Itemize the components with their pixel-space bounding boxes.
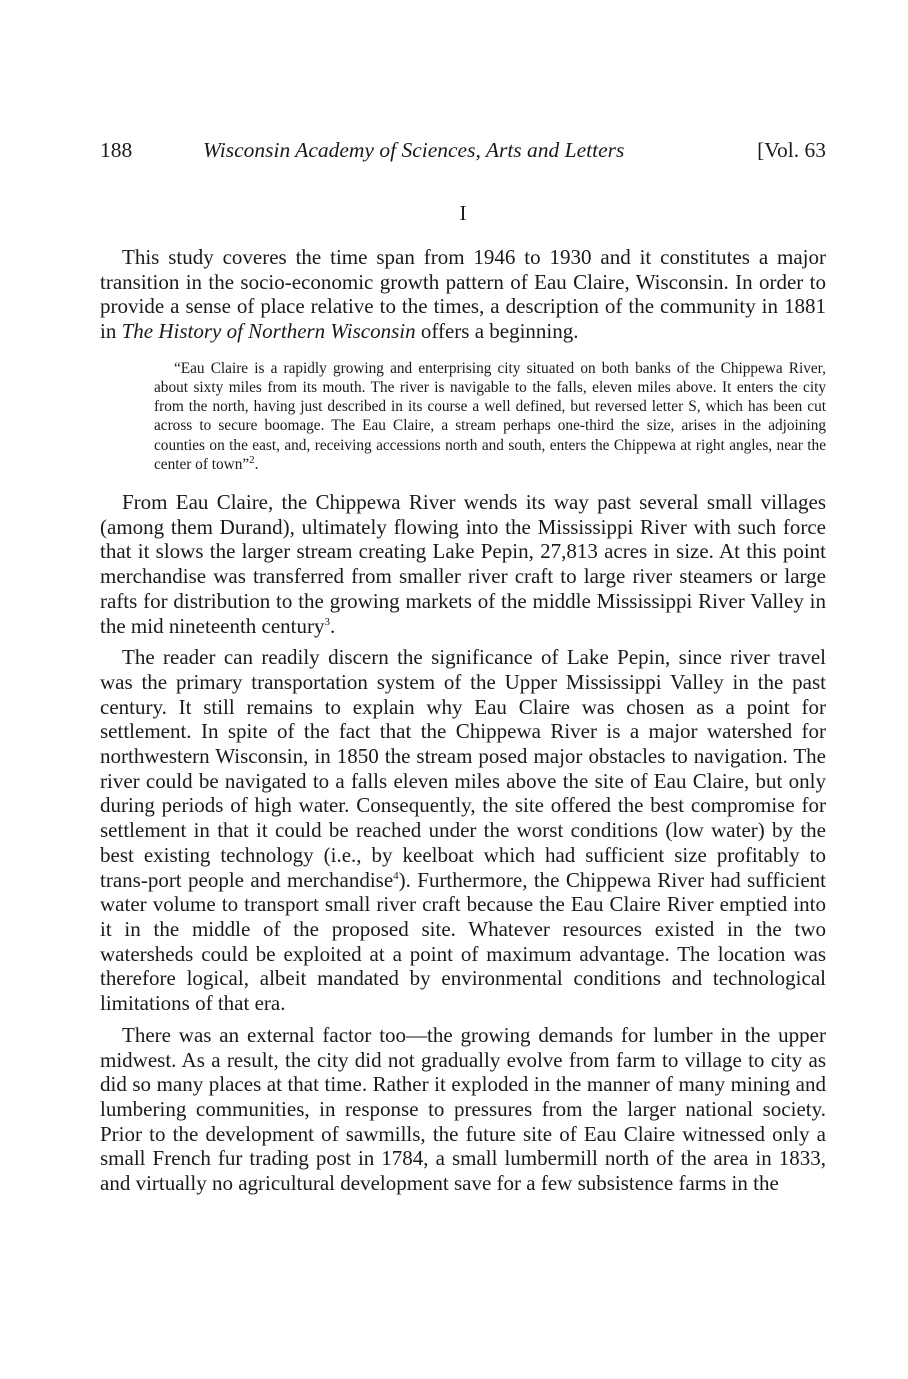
paragraph-chippewa-river [100, 490, 826, 638]
paragraph-chippewa-text: From Eau Claire, the Chippewa River wends its way past several small villages (among them Durand), ultimately flowing into the Mississippi River with such force that it slows the larger stream creating Lake Pepin, 27,813 acres in size. At this point merchandise was transferred from smaller river craft to large river steamers or large rafts for distribution to the growing markets of the middle Mississippi River Valley in the mid nineteenth century [100, 490, 826, 638]
paragraph-external-factor: There was an external factor too—the growing demands for lumber in the upper midwest. As a result, the city did not gradually evolve from farm to village to city as did so many places at that time. Rather it exploded in the manner of many mining and lumbering communities, in response to pressures from the larger national society. Prior to the development of sawmills, the future site of Eau Claire witnessed only a small French fur trading post in 1784, a small lumbermill north of the area in 1833, and virtually no agricultural development save for a few subsistence farms in the [100, 1022, 826, 1196]
page-number: 188 [100, 138, 133, 162]
paragraph-gap [100, 1016, 826, 1023]
paragraph-intro [100, 245, 826, 344]
section-number: I [459, 201, 467, 225]
paragraph-chippewa-end: . [330, 613, 336, 638]
journal-title: Wisconsin Academy of Sciences, Arts and Letters [203, 138, 625, 162]
paragraph-gap [100, 638, 826, 645]
block-quote-end: . [254, 455, 259, 473]
cited-book-title: The History of Northern Wisconsin [121, 319, 416, 344]
paragraph-lake-pepin [100, 645, 826, 1016]
running-head [100, 138, 826, 170]
block-quote-text: “Eau Claire is a rapidly growing and enterprising city situated on both banks of the Chippewa River, about sixty miles from its mouth. The river is navigable to the falls, eleven miles above. It enters the city from the north, having just described in its course a well defined, but reversed letter S, which has been cut across to secure boomage. The Eau Claire, a stream perhaps one-third the size, arises in the adjoining counties on the east, and, receiving accessions north and south, enters the Chippewa at right angles, near the center of town” [154, 359, 826, 473]
footnote-ref-3: 3 [324, 615, 331, 628]
page [100, 138, 826, 1196]
volume-label: [Vol. 63 [757, 138, 826, 162]
paragraph-intro-end: offers a beginning. [415, 319, 579, 344]
paragraph-lake-pepin-text-b: ). Furthermore, the Chippewa River had sufficient water volume to transport small river craft because the Eau Claire River emptied into it in the middle of the proposed site. Whatever resources existed in the two watersheds could be exploited at a point of maximum advantage. The location was therefore logical, albeit mandated by environmental conditions and technological limitations of that era. [100, 867, 826, 1016]
paragraph-lake-pepin-text-a: The reader can readily discern the significance of Lake Pepin, since river travel was the primary transportation system of the Upper Mississippi Valley in the past century. It still remains to explain why Eau Claire was chosen as a point for settlement. In spite of the fact that the Chippewa River is a major watershed for northwestern Wisconsin, in 1850 the stream posed major obstacles to navigation. The river could be navigated to a falls eleven miles above the site of Eau Claire, but only during periods of high water. Consequently, the site offered the best compromise for settlement in that it could be reached under the worst conditions (low water) by the best existing technology (i.e., by keelboat which had sufficient size profitably to trans-port people and merchandise [100, 645, 826, 892]
paragraph-intro-text: This study coveres the time span from 1946 to 1930 and it constitutes a major transition in the socio-economic growth pattern of Eau Claire, Wisconsin. In order to provide a sense of place relative to the times, a description of the community in 1881 in [100, 245, 826, 344]
footnote-ref-4: 4 [393, 869, 399, 882]
footnote-ref-2: 2 [249, 453, 255, 466]
block-quote [154, 359, 826, 474]
